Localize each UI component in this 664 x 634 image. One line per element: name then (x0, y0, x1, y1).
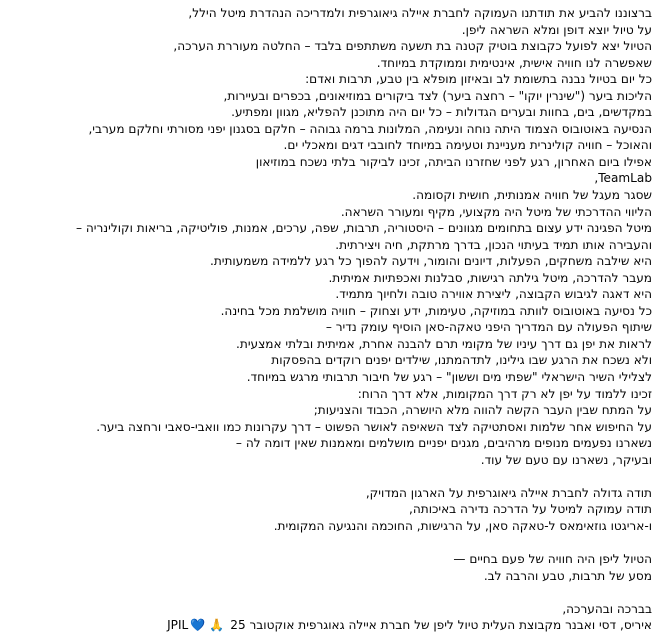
text-line: הנסיעה באוטובוס הצמוד היתה נוחה ונעימה, המלונות ברמה גבוהה – חלקם בסגנון יפני מסורתי וחלקם מערבי, (88, 121, 652, 136)
text-line: הליכות ביער ("שינרין יוקו" – רחצה ביער) לצד ביקורים במוזיאונים, בכפרים ובעיירות, (223, 88, 652, 103)
blank-line (12, 535, 652, 552)
text-line: היא דאגה לגיבוש הקבוצה, ליצירת אווירה טובה ולחיוך מתמיד. (335, 287, 652, 302)
text-line: שאפשרה לנו חוויה אישית, אינטימית וממוקדת במיוחד. (376, 55, 652, 70)
text-line: שסגר מעגל של חוויה אמנותית, חושית וקסומה. (412, 188, 652, 203)
text-line: זכינו ללמוד על יפן לא רק דרך המקומות, אלא דרך הרוח: (357, 386, 652, 401)
blue-heart-icon: 💙 (190, 618, 206, 633)
text-line: על טיול יוצא דופן ומלא השראה ליפן. (461, 22, 652, 37)
signature-text: איריס, דסי ואבנר מקבוצת העלית טיול ליפן של חברת איילה גאוגרפית אוקטובר 25 (230, 618, 652, 633)
text-line: הליווי ההדרכתי של מיטל היה מקצועי, מקיף ומעורר השראה. (340, 204, 652, 219)
text-line: במקדשים, בים, בחוות ובערים הגדולות – כל יום היה מתוכנן להפליא, מגוון ומפתיע. (231, 105, 652, 120)
text-line: ברצוננו להביע את תודתנו העמוקה לחברת איילה גיאוגרפית ולמדריכה הנהדרת מיטל הילל, (188, 6, 652, 20)
text-line: אפילו ביום האחרון, רגע לפני שחזרנו הביתה, זכינו לביקור בלתי נשכח במוזיאון (255, 154, 652, 169)
text-line: מיטל הפגינה ידע עצום בתחומים מגוונים – היסטוריה, תרבות, שפה, ערכים, אמנות, פוליטיקה, בריאות וקולינריה – (75, 221, 652, 236)
text-line: מעבר להדרכה, מיטל גילתה רגישות, סבלנות ואכפתיות אמיתית. (328, 270, 652, 285)
text-line: כל נסיעה באוטובוס לוותה במוזיקה, טעימות, ידע וצחוק – חוויה מושלמת מכל בחינה. (220, 303, 652, 318)
blank-line (12, 468, 652, 485)
text-line: ו-אריגטו גוזאימאס ל-טאקה סאן, על הרגישות, החוכמה והנגיעה המקומית. (273, 518, 652, 533)
text-line: תודה גדולה לחברת איילה גיאוגרפית על הארגון המדויק, (365, 485, 652, 500)
text-line: ובעיקר, נשארנו עם טעם של עוד. (480, 452, 652, 467)
text-line: שיתוף הפעולה עם המדריך היפני טאקה-סאן הוסיף עומק נדיר – (325, 320, 652, 335)
signature-tag: JPIL (167, 618, 189, 633)
text-line: לראות את יפן גם דרך עיניו של מקומי תרם להבנה אחרת, אמיתית ובלתי אמצעית. (236, 336, 652, 351)
text-line: הטיול ליפן היה חוויה של פעם בחיים — (453, 552, 652, 567)
text-line: כל יום בטיול נבנה בתשומת לב ובאיזון מופלא בין טבע, תרבות ואדם: (305, 72, 652, 87)
text-line: נשארנו נפעמים מנופים מרהיבים, מגנים יפניים מושלמים ומאמנות שאין דומה לה – (235, 436, 652, 451)
text-line: ולא נשכח את הרגע שבו גילינו, לתדהמתנו, שילדים יפנים רוקדים בהפסקות (271, 353, 652, 368)
text-line: בברכה ובהערכה, (562, 601, 652, 616)
text-line: תודה עמוקה למיטל על הדרכה נדירה באיכותה, (409, 502, 652, 517)
folded-hands-icon: 🙏 (209, 618, 225, 633)
text-line: היא שילבה משחקים, הפעלות, דיונים והומור, וידעה להפוך כל רגע ללמידה משמעותית. (209, 254, 652, 269)
text-line: הטיול יצא לפועל כקבוצת בוטיק קטנה בת תשעה משתתפים בלבד – החלטה מעוררת הערכה, (173, 39, 652, 54)
text-line: מסע של תרבות, טבע והרבה לב. (483, 568, 652, 583)
text-line: על החיפוש אחר שלמות ואסתטיקה לצד השאיפה לאושר הפשוט – דרך עקרונות כמו וואבי-סאבי ורחצה ביער. (96, 419, 652, 434)
text-line: והאוכל – חוויה קולינרית מעניינת וטעימה במיוחד לחובבי דגים ומאכלי ים. (283, 138, 652, 153)
blank-line (12, 584, 652, 601)
text-line: והעבירה אותו תמיד בעיתוי הנכון, בדרך מרתקת, חיה ויצירתית. (335, 237, 652, 252)
text-line: על המתח שבין העבר הקשה להווה מלא היושרה, הכבוד והצניעות; (313, 403, 652, 418)
signature-line (12, 617, 652, 634)
text-line: לצלילי השיר הישראלי "שפתי מים וששון" – רגע של חיבור תרבותי מרגש במיוחד. (246, 370, 652, 385)
text-line: TeamLab, (594, 171, 652, 186)
post-body (12, 5, 652, 617)
